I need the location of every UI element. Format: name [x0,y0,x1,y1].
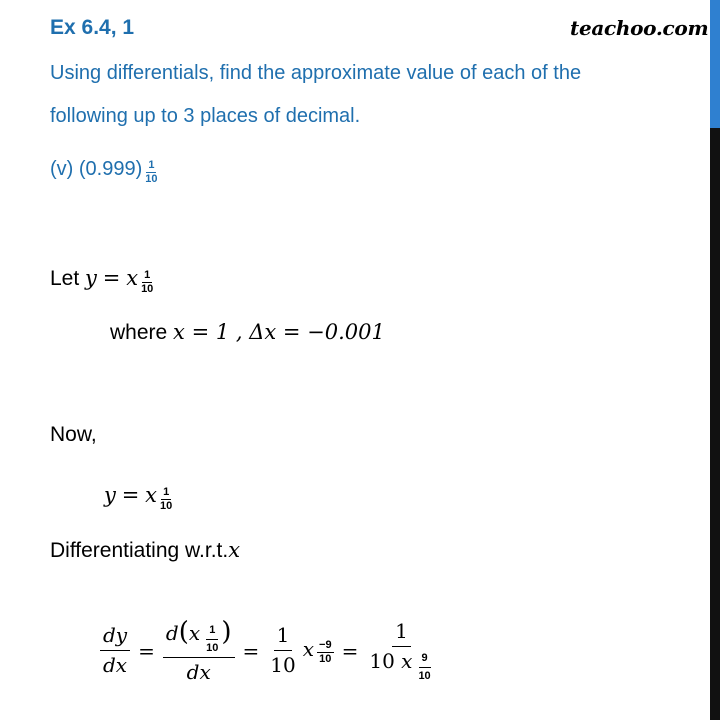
brand-logo: teachoo.com [570,16,709,40]
derivative-equation [100,618,437,684]
scrollbar-thumb[interactable] [710,0,720,128]
dy-dx-fraction: $\frac{dy}{dx}$ [100,624,130,677]
question-exponent: $\frac{1}{10}$ [145,158,158,185]
one-tenth-fraction: $\frac{1}{10}$ [270,623,296,678]
var-x: x [126,266,139,290]
equals: = [138,638,155,663]
part-label: (v) [50,158,74,180]
let-statement [50,266,153,295]
exercise-title: Ex 6.4, 1 [50,16,135,39]
where-expression: x = 1 , Δx = −0.001 [173,320,385,344]
x-neg-power: x $\frac{-9}{10}$ [302,636,332,666]
where-label: where [110,321,168,344]
let-label: Let [50,267,80,290]
var-x: x [145,483,158,507]
question-part [50,158,158,185]
question-line-1: Using differentials, find the approximate value of each of the [50,62,582,84]
var-y: y [85,266,97,290]
equals: = [102,266,121,290]
question-line-2: following up to 3 places of decimal. [50,105,361,127]
differentiating-label: Differentiating w.r.t.x [50,538,241,562]
equals: = [242,638,260,663]
d-of-x-power-fraction: d(x $\frac{1}{10}$ ) dx [163,618,235,684]
equals: = [121,483,140,507]
exponent: $\frac{1}{10}$ [160,485,173,512]
exponent: $\frac{1}{10}$ [141,268,154,295]
equals: = [341,638,359,663]
function-definition [104,483,172,512]
final-fraction: 1 10 x $\frac{9}{10}$ [369,619,431,682]
var-x: x [228,538,241,562]
question-base: (0.999) [78,158,143,180]
var-y: y [104,483,116,507]
where-statement [110,320,385,345]
now-label: Now, [50,423,97,446]
